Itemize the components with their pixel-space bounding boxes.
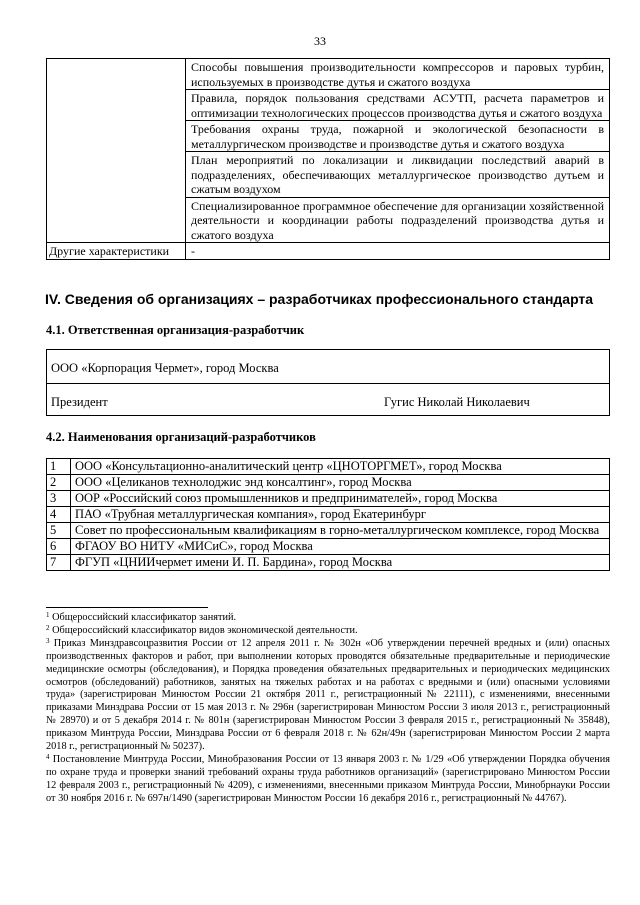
table-cell: Правила, порядок пользования средствами АСУТП, расчета параметров и оптимизации технологических процессов производства дутья и сжатого воздуха xyxy=(186,90,610,121)
organization-name: ООО «Корпорация Чермет», город Москва xyxy=(51,361,279,375)
organization-cell: ПАО «Трубная металлургическая компания», город Екатеринбург xyxy=(71,507,610,523)
footnote-mark: 4 xyxy=(46,752,50,761)
section-heading: IV. Сведения об организациях – разработчиках профессионального стандарта xyxy=(45,291,594,307)
row-number: 7 xyxy=(47,555,71,571)
table-row xyxy=(47,459,610,475)
table-cell: Способы повышения производительности компрессоров и паровых турбин, используемых в производстве дутья и сжатого воздуха xyxy=(186,59,610,90)
table-row xyxy=(47,491,610,507)
table-row xyxy=(47,539,610,555)
organization-cell: ООО «Консультационно-аналитический центр «ЦНОТОРГМЕТ», город Москва xyxy=(71,459,610,475)
footnote xyxy=(46,638,610,754)
organization-cell: Совет по профессиональным квалификациям в горно-металлургическом комплексе, город Москва xyxy=(71,523,610,539)
table-row xyxy=(47,523,610,539)
footnotes xyxy=(46,612,610,806)
footnote-text: Общероссийский классификатор занятий. xyxy=(49,612,237,623)
organization-cell: ФГУП «ЦНИИчермет имени И. П. Бардина», город Москва xyxy=(71,555,610,571)
footnote xyxy=(46,612,610,625)
row-number: 5 xyxy=(47,523,71,539)
row-number: 4 xyxy=(47,507,71,523)
table-cell: Требования охраны труда, пожарной и экологической безопасности в металлургическом производстве и производстве дутья и сжатого воздуха xyxy=(186,121,610,152)
divider xyxy=(47,383,609,384)
organization-cell: ФГАОУ ВО НИТУ «МИСиС», город Москва xyxy=(71,539,610,555)
table-cell: Специализированное программное обеспечение для организации хозяйственной деятельности и координации работы подразделений производства дутья и сжатого воздуха xyxy=(186,197,610,243)
organization-cell: ООР «Российский союз промышленников и предпринимателей», город Москва xyxy=(71,491,610,507)
page-number: 33 xyxy=(314,34,326,48)
table-row xyxy=(47,507,610,523)
organization-cell: ООО «Целиканов технолоджис энд консалтинг», город Москва xyxy=(71,475,610,491)
developers-table xyxy=(46,458,610,571)
footnote-mark: 3 xyxy=(46,636,50,645)
table-row xyxy=(47,555,610,571)
developers-heading: 4.2. Наименования организаций-разработчиков xyxy=(46,430,316,444)
person-name: Гугис Николай Николаевич xyxy=(384,395,530,409)
table-row xyxy=(47,475,610,491)
footnote-mark: 2 xyxy=(46,623,50,632)
characteristics-table xyxy=(46,58,610,260)
footnote-text: Постановление Минтруда России, Минобразования России от 13 января 2003 г. № 1/29 «Об утверждении Порядка обучения по охране труда и проверки знаний требований охраны труда работников организаций» (зарегистрировано Минюстом России 12 февраля 2003 г., регистрационный № 4209), с изменениями, внесенными приказом Минтруда России, Минобрнауки России от 30 ноября 2016 г. № 697н/1490 (зарегистрирован Минюстом России 16 декабря 2016 г., регистрационный № 44767). xyxy=(46,753,610,804)
table-row xyxy=(47,243,610,260)
row-number: 6 xyxy=(47,539,71,555)
position-label: Президент xyxy=(51,395,108,409)
footnote xyxy=(46,625,610,638)
responsible-organization-box xyxy=(46,349,610,416)
table-row xyxy=(47,59,610,90)
label-cell: Другие характеристики xyxy=(47,243,186,260)
footnote-mark: 1 xyxy=(46,611,50,619)
table-cell: - xyxy=(186,243,610,260)
label-cell xyxy=(47,59,186,243)
footnote xyxy=(46,754,610,806)
footnote-separator xyxy=(46,607,208,608)
responsible-heading: 4.1. Ответственная организация-разработчик xyxy=(46,323,305,337)
row-number: 3 xyxy=(47,491,71,507)
table-cell: План мероприятий по локализации и ликвидации последствий аварий в подразделениях, обеспечивающих металлургическое производство дутьем и сжатым воздухом xyxy=(186,152,610,198)
row-number: 2 xyxy=(47,475,71,491)
row-number: 1 xyxy=(47,459,71,475)
footnote-text: Приказ Минздравсоцразвития России от 12 апреля 2011 г. № 302н «Об утверждении перечней вредных и (или) опасных производственных факторов и работ, при выполнении которых проводятся обязательные предварительные и периодические медицинские осмотры (обследования), и Порядка проведения обязательных предварительных и периодических медицинских осмотров (обследований) работников, занятых на тяжелых работах и на работах с вредными и (или) опасными условиями труда» (зарегистрирован Минюстом России 21 октября 2011 г., регистрационный № 22111), с изменениями, внесенными приказами Минздрава России от 15 мая 2013 г. № 296н (зарегистрирован Минюстом России 3 июля 2013 г., регистрационный № 28970) и от 5 декабря 2014 г. № 801н (зарегистрирован Минюстом России 3 февраля 2015 г., регистрационный № 35848), приказом Минтруда России, Минздрава России от 6 февраля 2018 г. № 62н/49н (зарегистрирован Минюстом России 2 марта 2018 г., регистрационный № 50237). xyxy=(46,637,610,753)
footnote-text: Общероссийский классификатор видов экономической деятельности. xyxy=(49,624,358,636)
